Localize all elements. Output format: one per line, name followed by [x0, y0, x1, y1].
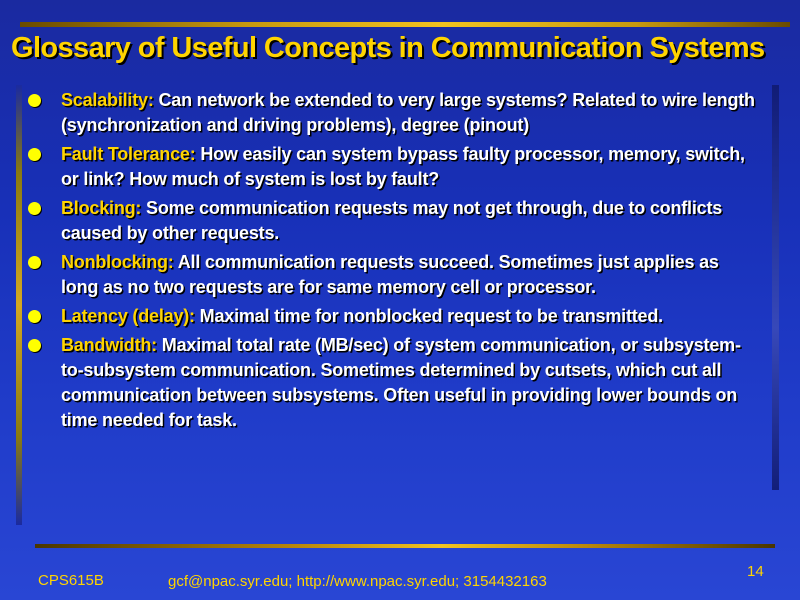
contact-info: gcf@npac.syr.edu; http://www.npac.syr.edu; 3154432163 — [168, 573, 547, 590]
glossary-definition: Some communication requests may not get through, due to conflicts caused by other requests. — [61, 198, 723, 243]
list-item — [28, 250, 758, 300]
list-item — [28, 196, 758, 246]
glossary-definition: All communication requests succeed. Sometimes just applies as long as no two requests are for same memory cell or processor. — [61, 252, 719, 297]
top-divider — [20, 22, 790, 27]
left-accent-bar — [16, 85, 22, 525]
right-accent-bar — [772, 85, 779, 490]
glossary-term: Bandwidth: — [61, 335, 157, 355]
glossary-term: Latency (delay): — [61, 306, 195, 326]
list-item — [28, 333, 758, 433]
glossary-definition: How easily can system bypass faulty processor, memory, switch, or link? How much of system is lost by fault? — [61, 144, 745, 189]
glossary-term: Fault Tolerance: — [61, 144, 196, 164]
bullet-icon — [28, 148, 41, 161]
slide-title: Glossary of Useful Concepts in Communication Systems — [11, 32, 765, 64]
bullet-icon — [28, 339, 41, 352]
glossary-list — [28, 88, 758, 437]
glossary-term: Blocking: — [61, 198, 142, 218]
glossary-term: Nonblocking: — [61, 252, 174, 272]
glossary-definition: Maximal time for nonblocked request to be transmitted. — [199, 306, 663, 326]
bullet-icon — [28, 310, 41, 323]
bullet-icon — [28, 94, 41, 107]
list-item — [28, 142, 758, 192]
glossary-term: Scalability: — [61, 90, 154, 110]
list-item — [28, 304, 758, 329]
course-code: CPS615B — [38, 572, 104, 589]
bullet-icon — [28, 256, 41, 269]
page-number: 14 — [747, 563, 764, 580]
glossary-definition: Maximal total rate (MB/sec) of system communication, or subsystem-to-subsystem communication. Sometimes determined by cutsets, which cut all communication between subsystems. Often useful in providing lower bounds on time needed for task. — [61, 335, 741, 430]
bullet-icon — [28, 202, 41, 215]
list-item — [28, 88, 758, 138]
bottom-divider — [35, 544, 775, 548]
glossary-definition: Can network be extended to very large systems? Related to wire length (synchronization and driving problems), degree (pinout) — [61, 90, 755, 135]
